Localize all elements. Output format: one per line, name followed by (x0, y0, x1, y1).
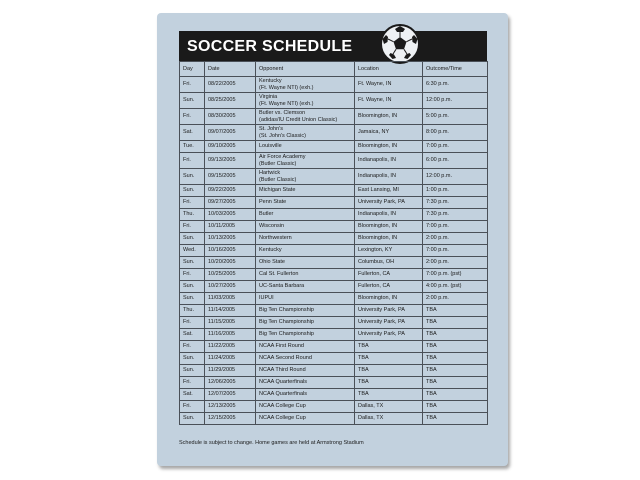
time-cell: 12:00 p.m. (423, 93, 488, 109)
opponent-cell (256, 377, 355, 389)
opponent-event: (Butler Classic) (259, 160, 297, 167)
day-cell: Fri. (180, 401, 205, 413)
opponent-event: (St. John's Classic) (259, 132, 306, 139)
table-row (180, 221, 488, 233)
location-cell: University Park, PA (355, 317, 423, 329)
date-cell: 10/16/2005 (205, 245, 256, 257)
day-cell: Sun. (180, 293, 205, 305)
table-row (180, 353, 488, 365)
table-row (180, 77, 488, 93)
location-cell: Dallas, TX (355, 401, 423, 413)
table-row (180, 197, 488, 209)
opponent-name: NCAA Quarterfinals (259, 391, 307, 398)
column-header-day: Day (180, 62, 205, 77)
date-cell: 10/13/2005 (205, 233, 256, 245)
time-cell: TBA (423, 305, 488, 317)
opponent-name: Butler vs. Clemson (259, 110, 306, 116)
opponent-event: (Ft. Wayne NTI) (exh.) (259, 100, 314, 107)
opponent-cell (256, 233, 355, 245)
date-cell: 11/16/2005 (205, 329, 256, 341)
opponent-cell (256, 281, 355, 293)
time-cell: TBA (423, 401, 488, 413)
table-row (180, 317, 488, 329)
day-cell: Sat. (180, 389, 205, 401)
date-cell: 12/07/2005 (205, 389, 256, 401)
date-cell: 12/15/2005 (205, 413, 256, 425)
opponent-name: Kentucky (259, 247, 282, 254)
day-cell: Fri. (180, 221, 205, 233)
opponent-name: IUPUI (259, 295, 274, 302)
date-cell: 12/06/2005 (205, 377, 256, 389)
time-cell: TBA (423, 389, 488, 401)
day-cell: Sat. (180, 125, 205, 141)
opponent-event: (adidas/IU Credit Union Classic) (259, 116, 338, 123)
schedule-card (157, 13, 508, 466)
column-header-opponent: Opponent (256, 62, 355, 77)
schedule-header (179, 31, 487, 61)
opponent-name: Virginia (259, 94, 278, 100)
day-cell: Sat. (180, 329, 205, 341)
location-cell: Indianapolis, IN (355, 153, 423, 169)
column-header-location: Location (355, 62, 423, 77)
date-cell: 09/10/2005 (205, 141, 256, 153)
location-cell: University Park, PA (355, 329, 423, 341)
time-cell: TBA (423, 353, 488, 365)
location-cell: Indianapolis, IN (355, 209, 423, 221)
opponent-name: Michigan State (259, 187, 296, 194)
opponent-name: Louisville (259, 143, 282, 150)
time-cell: 12:00 p.m. (423, 169, 488, 185)
location-cell: Bloomington, IN (355, 221, 423, 233)
table-row (180, 293, 488, 305)
table-row (180, 305, 488, 317)
time-cell: TBA (423, 341, 488, 353)
location-cell: Columbus, OH (355, 257, 423, 269)
opponent-name: Wisconsin (259, 223, 285, 230)
date-cell: 09/15/2005 (205, 169, 256, 185)
table-row (180, 413, 488, 425)
day-cell: Sun. (180, 365, 205, 377)
table-row (180, 341, 488, 353)
day-cell: Fri. (180, 109, 205, 125)
location-cell: TBA (355, 341, 423, 353)
opponent-cell (256, 365, 355, 377)
location-cell: Ft. Wayne, IN (355, 93, 423, 109)
location-cell: Dallas, TX (355, 413, 423, 425)
opponent-name: UC-Santa Barbara (259, 283, 305, 290)
time-cell: TBA (423, 413, 488, 425)
opponent-name: NCAA College Cup (259, 415, 306, 422)
time-cell: 2:00 p.m. (423, 257, 488, 269)
table-row (180, 245, 488, 257)
location-cell: East Lansing, MI (355, 185, 423, 197)
table-row (180, 329, 488, 341)
date-cell: 11/14/2005 (205, 305, 256, 317)
day-cell: Sun. (180, 413, 205, 425)
table-row (180, 389, 488, 401)
table-row (180, 169, 488, 185)
table-row (180, 281, 488, 293)
column-header-outcome-time: Outcome/Time (423, 62, 488, 77)
date-cell: 11/15/2005 (205, 317, 256, 329)
time-cell: 7:00 p.m. (pst) (423, 269, 488, 281)
opponent-cell (256, 317, 355, 329)
opponent-cell (256, 305, 355, 317)
day-cell: Sun. (180, 169, 205, 185)
date-cell: 10/25/2005 (205, 269, 256, 281)
schedule-title: SOCCER SCHEDULE (187, 38, 353, 55)
opponent-name: NCAA College Cup (259, 403, 306, 410)
opponent-event: (Ft. Wayne NTI) (exh.) (259, 84, 314, 91)
time-cell: 5:00 p.m. (423, 109, 488, 125)
date-cell: 11/24/2005 (205, 353, 256, 365)
location-cell: TBA (355, 377, 423, 389)
opponent-name: NCAA Third Round (259, 367, 306, 374)
opponent-cell (256, 125, 355, 141)
location-cell: Jamaica, NY (355, 125, 423, 141)
table-row (180, 109, 488, 125)
day-cell: Sun. (180, 93, 205, 109)
location-cell: Fullerton, CA (355, 281, 423, 293)
opponent-name: St. John's (259, 126, 283, 132)
table-row (180, 233, 488, 245)
time-cell: 7:00 p.m. (423, 245, 488, 257)
table-row (180, 209, 488, 221)
table-row (180, 125, 488, 141)
date-cell: 10/20/2005 (205, 257, 256, 269)
time-cell: 7:30 p.m. (423, 197, 488, 209)
day-cell: Fri. (180, 377, 205, 389)
date-cell: 08/22/2005 (205, 77, 256, 93)
opponent-cell (256, 413, 355, 425)
time-cell: TBA (423, 377, 488, 389)
opponent-cell (256, 77, 355, 93)
day-cell: Thu. (180, 305, 205, 317)
location-cell: Bloomington, IN (355, 233, 423, 245)
date-cell: 09/13/2005 (205, 153, 256, 169)
time-cell: 1:00 p.m. (423, 185, 488, 197)
time-cell: 6:00 p.m. (423, 153, 488, 169)
day-cell: Fri. (180, 77, 205, 93)
opponent-name: Hartwick (259, 170, 281, 176)
table-row (180, 257, 488, 269)
date-cell: 10/11/2005 (205, 221, 256, 233)
opponent-cell (256, 109, 355, 125)
date-cell: 10/27/2005 (205, 281, 256, 293)
table-row (180, 377, 488, 389)
opponent-name: NCAA First Round (259, 343, 304, 350)
day-cell: Thu. (180, 209, 205, 221)
opponent-cell (256, 293, 355, 305)
date-cell: 12/13/2005 (205, 401, 256, 413)
date-cell: 09/07/2005 (205, 125, 256, 141)
opponent-cell (256, 245, 355, 257)
date-cell: 08/30/2005 (205, 109, 256, 125)
date-cell: 08/25/2005 (205, 93, 256, 109)
opponent-cell (256, 353, 355, 365)
location-cell: University Park, PA (355, 305, 423, 317)
opponent-cell (256, 141, 355, 153)
date-cell: 11/03/2005 (205, 293, 256, 305)
table-row (180, 153, 488, 169)
opponent-cell (256, 93, 355, 109)
soccer-ball-icon (379, 23, 421, 65)
opponent-name: NCAA Quarterfinals (259, 379, 307, 386)
location-cell: University Park, PA (355, 197, 423, 209)
opponent-cell (256, 221, 355, 233)
location-cell: Bloomington, IN (355, 141, 423, 153)
opponent-cell (256, 389, 355, 401)
opponent-cell (256, 329, 355, 341)
time-cell: 2:00 p.m. (423, 293, 488, 305)
day-cell: Sun. (180, 257, 205, 269)
day-cell: Fri. (180, 197, 205, 209)
opponent-cell (256, 197, 355, 209)
opponent-name: Kentucky (259, 78, 282, 84)
table-row (180, 269, 488, 281)
opponent-name: Big Ten Championship (259, 307, 314, 314)
opponent-name: NCAA Second Round (259, 355, 312, 362)
location-cell: Bloomington, IN (355, 293, 423, 305)
table-header-row (180, 62, 488, 77)
table-row (180, 141, 488, 153)
date-cell: 10/03/2005 (205, 209, 256, 221)
day-cell: Sun. (180, 233, 205, 245)
opponent-name: Ohio State (259, 259, 285, 266)
opponent-name: Northwestern (259, 235, 292, 242)
day-cell: Sun. (180, 185, 205, 197)
location-cell: TBA (355, 389, 423, 401)
opponent-name: Big Ten Championship (259, 319, 314, 326)
location-cell: Bloomington, IN (355, 109, 423, 125)
day-cell: Tue. (180, 141, 205, 153)
time-cell: TBA (423, 329, 488, 341)
date-cell: 11/29/2005 (205, 365, 256, 377)
location-cell: Fullerton, CA (355, 269, 423, 281)
day-cell: Sun. (180, 353, 205, 365)
opponent-event: (Butler Classic) (259, 176, 297, 183)
opponent-cell (256, 185, 355, 197)
time-cell: TBA (423, 365, 488, 377)
opponent-name: Penn State (259, 199, 287, 206)
time-cell: 7:00 p.m. (423, 141, 488, 153)
day-cell: Fri. (180, 269, 205, 281)
opponent-cell (256, 257, 355, 269)
time-cell: 4:00 p.m. (pst) (423, 281, 488, 293)
day-cell: Sun. (180, 281, 205, 293)
location-cell: Indianapolis, IN (355, 169, 423, 185)
time-cell: 8:00 p.m. (423, 125, 488, 141)
opponent-name: Air Force Academy (259, 154, 306, 160)
opponent-cell (256, 269, 355, 281)
opponent-cell (256, 169, 355, 185)
table-row (180, 93, 488, 109)
time-cell: TBA (423, 317, 488, 329)
opponent-name: Cal St. Fullerton (259, 271, 299, 278)
date-cell: 11/22/2005 (205, 341, 256, 353)
table-row (180, 185, 488, 197)
day-cell: Wed. (180, 245, 205, 257)
schedule-table (179, 61, 488, 425)
day-cell: Fri. (180, 153, 205, 169)
opponent-name: Big Ten Championship (259, 331, 314, 338)
time-cell: 7:30 p.m. (423, 209, 488, 221)
location-cell: Lexington, KY (355, 245, 423, 257)
date-cell: 09/22/2005 (205, 185, 256, 197)
schedule-footnote: Schedule is subject to change. Home games are held at Armstrong Stadium (179, 440, 364, 446)
column-header-date: Date (205, 62, 256, 77)
day-cell: Fri. (180, 317, 205, 329)
opponent-cell (256, 341, 355, 353)
time-cell: 6:30 p.m. (423, 77, 488, 93)
opponent-name: Butler (259, 211, 274, 218)
table-row (180, 401, 488, 413)
date-cell: 09/27/2005 (205, 197, 256, 209)
location-cell: TBA (355, 365, 423, 377)
table-row (180, 365, 488, 377)
day-cell: Fri. (180, 341, 205, 353)
location-cell: Ft. Wayne, IN (355, 77, 423, 93)
location-cell: TBA (355, 353, 423, 365)
opponent-cell (256, 153, 355, 169)
time-cell: 7:00 p.m. (423, 221, 488, 233)
time-cell: 2:00 p.m. (423, 233, 488, 245)
opponent-cell (256, 401, 355, 413)
opponent-cell (256, 209, 355, 221)
